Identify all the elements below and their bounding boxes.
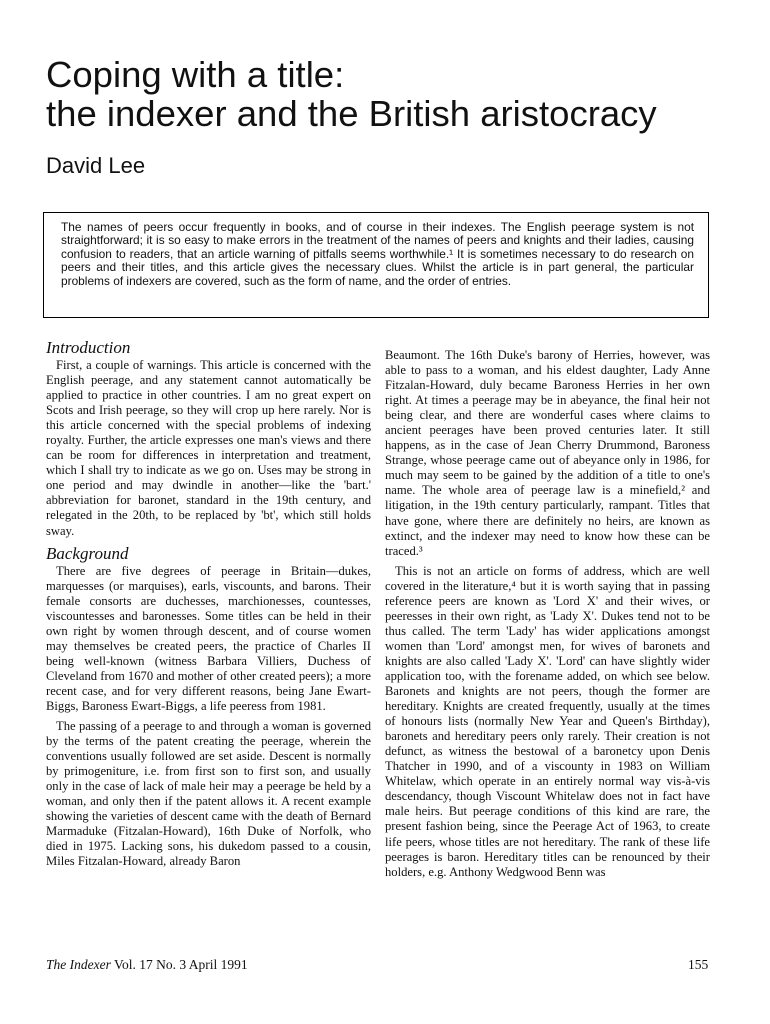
journal-issue: Vol. 17 No. 3 April 1991 [110, 957, 248, 972]
background-heading: Background [46, 543, 129, 563]
right-paragraph-2: This is not an article on forms of address, which are well covered in the literature,⁴ but it is worth saying that in passing reference peers are known as 'Lord X' and their wives, or peeresses in their own right, as 'Lady X'. Dukes tend not to be thus called. The term 'Lady' has wider applications amongst women than 'Lord' amongst men, for wives of baronets and knights are also called 'Lady X'. 'Lord' can have slightly wider application too, with the forename added, on which see below. Baronets and knights are not peers, though the former are hereditary. Knights are created frequently, usually at the times of honours lists (normally New Year and Queen's Birthday), baronets and hereditary peers only rarely. Their creation is not defunct, as witness the bestowal of a baronetcy upon Denis Thatcher in 1990, and of a viscounty in 1983 on William Whitelaw, which operate in an entirely normal way vis-à-vis descendancy, though Viscount Whitelaw does not in fact have male heirs. But peerage conditions of this kind are rare, the present fashion being, since the Peerage Act of 1963, to create life peers, whose titles are not hereditary. The rank of these life peerages is baron. Hereditary titles can be renounced by their holders, e.g. Anthony Wedgwood Benn was [385, 563, 710, 879]
introduction-paragraph: First, a couple of warnings. This article is concerned with the English peerage, and any statement cannot automatically be applied to practice in other countries. I am no great expert on Scots and Irish peerage, so they will crop up here rarely. Nor is this article concerned with the special problems of indexing royalty. Further, the article expresses one man's views and there can be room for differences in interpretation and treatment, which I shall try to indicate as we go on. Uses may be strong in one period and may dwindle in another—like the 'bart.' abbreviation for baronet, standard in the 19th century, and relegated in the 20th, to be replaced by 'bt', which still holds sway. [46, 358, 371, 538]
background-paragraph-2: The passing of a peerage to and through a woman is governed by the terms of the patent creating the peerage, wherein the conventions usually followed are set aside. Descent is normally by primogeniture, i.e. from first son to first son, and usually only in the case of lack of male heir may a peerage be held by a woman, and only then if the patent allows it. A recent example showing the varieties of descent came with the death of Bernard Marmaduke (Fitzalan-Howard), 16th Duke of Norfolk, who died in 1975. Lacking sons, his dukedom passed to a cousin, Miles Fitzalan-Howard, already Baron [46, 719, 371, 869]
title-line-2: the indexer and the British aristocracy [46, 93, 657, 134]
article-title [46, 55, 736, 133]
left-column [46, 338, 371, 875]
right-paragraph-1: Beaumont. The 16th Duke's barony of Herries, however, was able to pass to a woman, and his eldest daughter, Lady Anne Fitzalan-Howard, duly became Baroness Herries in her own right. At times a peerage may be in abeyance, the final heir not being clear, and there are wonderful cases where claims to ancient peerages have been proved centuries later. It still happens, as in the case of Jean Cherry Drummond, Baroness Strange, whose peerage came out of abeyance only in 1986, for much may seem to be gained by the addition of a title to one's name. The whole area of peerage law is a minefield,² and litigation, in the 19th century particularly, rampant. Titles that have gone, where there are definitely no heirs, are known as extinct, and the indexer may need to know how these can be traced.³ [385, 348, 710, 558]
journal-name: The Indexer [46, 957, 111, 972]
author-name: David Lee [46, 153, 146, 178]
abstract-box [43, 212, 709, 318]
introduction-heading: Introduction [46, 338, 131, 357]
title-line-1: Coping with a title: [46, 54, 345, 95]
right-column [385, 348, 710, 885]
background-paragraph-1: There are five degrees of peerage in Britain—dukes, marquesses (or marquises), earls, viscounts, and barons. Their female consorts are duchesses, marchionesses, countesses, viscountesses and baronesses. Some titles can be held in their own right by women through descent, and of course women may themselves be created peers, the practice of Charles II being well-known (witness Barbara Villiers, Duchess of Cleveland from 1670 and mother of other created peers); a more recent case, and for very different reasons, being Jane Ewart-Biggs, Baroness Ewart-Biggs, a life peeress from 1981. [46, 563, 371, 713]
footer-citation [46, 957, 248, 973]
abstract-text: The names of peers occur frequently in books, and of course in their indexes. The English peerage system is not straightforward; it is so easy to make errors in the treatment of the names of peers and knights and their ladies, causing confusion to readers, that an article warning of pitfalls seems worthwhile.¹ It is sometimes necessary to do research on peers and their titles, and this article gives the necessary clues. Whilst the article is in part general, the particular problems of indexers are covered, such as the form of name, and the order of entries. [61, 220, 694, 288]
page-number: 155 [688, 957, 709, 972]
